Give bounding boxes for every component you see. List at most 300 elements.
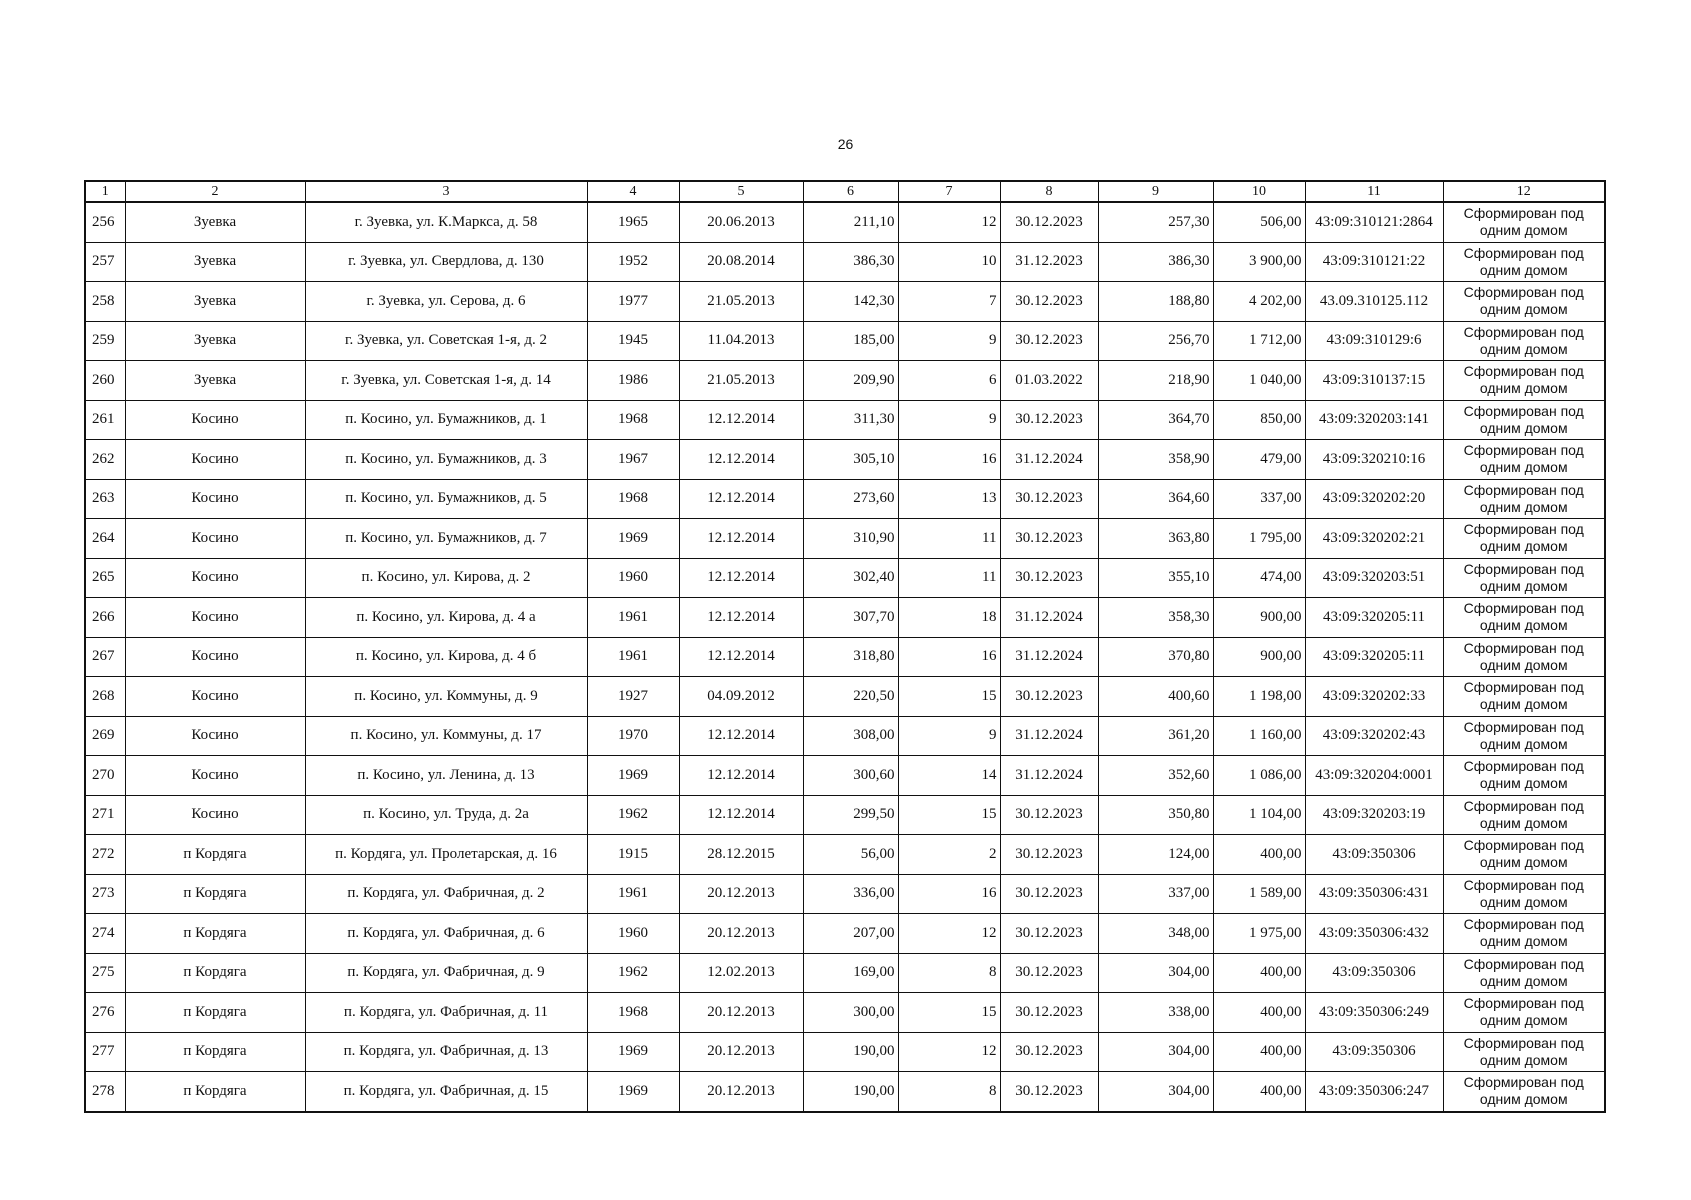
column-header: 11 [1305, 181, 1443, 202]
address-cell: п. Косино, ул. Бумажников, д. 3 [305, 440, 587, 480]
settlement-cell: Зуевка [125, 202, 305, 242]
deadline-date-cell: 01.03.2022 [1000, 361, 1098, 401]
build-year-cell: 1965 [587, 202, 679, 242]
total-area-cell: 348,00 [1098, 914, 1213, 954]
date-cell: 12.12.2014 [679, 519, 803, 559]
cadastral-number-cell: 43:09:310129:6 [1305, 321, 1443, 361]
count-cell: 8 [898, 953, 1000, 993]
build-year-cell: 1927 [587, 677, 679, 717]
table-row [85, 242, 1605, 282]
address-cell: п. Косино, ул. Коммуны, д. 17 [305, 716, 587, 756]
cadastral-number-cell: 43:09:350306 [1305, 953, 1443, 993]
settlement-cell: Косино [125, 400, 305, 440]
date-cell: 20.12.2013 [679, 914, 803, 954]
build-year-cell: 1967 [587, 440, 679, 480]
deadline-date-cell: 31.12.2024 [1000, 756, 1098, 796]
status-cell: Сформирован под одним домом [1443, 558, 1605, 598]
row-number-cell: 276 [85, 993, 125, 1033]
status-cell: Сформирован под одним домом [1443, 400, 1605, 440]
table-row [85, 1032, 1605, 1072]
deadline-date-cell: 30.12.2023 [1000, 282, 1098, 322]
count-cell: 14 [898, 756, 1000, 796]
table-row [85, 677, 1605, 717]
date-cell: 20.12.2013 [679, 993, 803, 1033]
settlement-cell: п Кордяга [125, 914, 305, 954]
total-area-cell: 364,70 [1098, 400, 1213, 440]
total-area-cell: 218,90 [1098, 361, 1213, 401]
count-cell: 6 [898, 361, 1000, 401]
area-cell: 300,60 [803, 756, 898, 796]
settlement-cell: п Кордяга [125, 874, 305, 914]
area-cell: 302,40 [803, 558, 898, 598]
cadastral-number-cell: 43:09:350306:432 [1305, 914, 1443, 954]
land-area-cell: 400,00 [1213, 1072, 1305, 1112]
date-cell: 12.12.2014 [679, 479, 803, 519]
column-header: 2 [125, 181, 305, 202]
deadline-date-cell: 31.12.2023 [1000, 242, 1098, 282]
row-number-cell: 263 [85, 479, 125, 519]
deadline-date-cell: 30.12.2023 [1000, 993, 1098, 1033]
row-number-cell: 266 [85, 598, 125, 638]
deadline-date-cell: 30.12.2023 [1000, 400, 1098, 440]
deadline-date-cell: 30.12.2023 [1000, 914, 1098, 954]
table-row [85, 953, 1605, 993]
area-cell: 209,90 [803, 361, 898, 401]
address-cell: г. Зуевка, ул. К.Маркса, д. 58 [305, 202, 587, 242]
count-cell: 9 [898, 716, 1000, 756]
row-number-cell: 262 [85, 440, 125, 480]
table-row [85, 874, 1605, 914]
status-cell: Сформирован под одним домом [1443, 716, 1605, 756]
cadastral-number-cell: 43:09:310137:15 [1305, 361, 1443, 401]
build-year-cell: 1970 [587, 716, 679, 756]
cadastral-number-cell: 43:09:320210:16 [1305, 440, 1443, 480]
date-cell: 20.06.2013 [679, 202, 803, 242]
status-cell: Сформирован под одним домом [1443, 361, 1605, 401]
address-cell: п. Косино, ул. Бумажников, д. 1 [305, 400, 587, 440]
area-cell: 386,30 [803, 242, 898, 282]
table-row [85, 440, 1605, 480]
status-cell: Сформирован под одним домом [1443, 282, 1605, 322]
area-cell: 190,00 [803, 1072, 898, 1112]
area-cell: 311,30 [803, 400, 898, 440]
date-cell: 12.12.2014 [679, 400, 803, 440]
land-area-cell: 1 160,00 [1213, 716, 1305, 756]
settlement-cell: Косино [125, 440, 305, 480]
count-cell: 9 [898, 400, 1000, 440]
address-cell: п. Кордяга, ул. Фабричная, д. 13 [305, 1032, 587, 1072]
status-cell: Сформирован под одним домом [1443, 440, 1605, 480]
area-cell: 207,00 [803, 914, 898, 954]
column-header: 1 [85, 181, 125, 202]
area-cell: 185,00 [803, 321, 898, 361]
count-cell: 16 [898, 440, 1000, 480]
column-header: 8 [1000, 181, 1098, 202]
status-cell: Сформирован под одним домом [1443, 321, 1605, 361]
total-area-cell: 352,60 [1098, 756, 1213, 796]
column-header: 5 [679, 181, 803, 202]
area-cell: 299,50 [803, 795, 898, 835]
land-area-cell: 400,00 [1213, 1032, 1305, 1072]
land-area-cell: 400,00 [1213, 953, 1305, 993]
address-cell: п. Кордяга, ул. Фабричная, д. 6 [305, 914, 587, 954]
land-area-cell: 337,00 [1213, 479, 1305, 519]
status-cell: Сформирован под одним домом [1443, 1072, 1605, 1112]
deadline-date-cell: 30.12.2023 [1000, 953, 1098, 993]
count-cell: 11 [898, 519, 1000, 559]
cadastral-number-cell: 43:09:350306:249 [1305, 993, 1443, 1033]
address-cell: п. Косино, ул. Кирова, д. 4 б [305, 637, 587, 677]
address-cell: г. Зуевка, ул. Свердлова, д. 130 [305, 242, 587, 282]
date-cell: 12.12.2014 [679, 440, 803, 480]
address-cell: п. Косино, ул. Бумажников, д. 7 [305, 519, 587, 559]
land-area-cell: 1 198,00 [1213, 677, 1305, 717]
build-year-cell: 1961 [587, 598, 679, 638]
cadastral-number-cell: 43:09:350306 [1305, 835, 1443, 875]
row-number-cell: 272 [85, 835, 125, 875]
area-cell: 211,10 [803, 202, 898, 242]
total-area-cell: 361,20 [1098, 716, 1213, 756]
address-cell: п. Кордяга, ул. Пролетарская, д. 16 [305, 835, 587, 875]
status-cell: Сформирован под одним домом [1443, 874, 1605, 914]
total-area-cell: 124,00 [1098, 835, 1213, 875]
area-cell: 307,70 [803, 598, 898, 638]
deadline-date-cell: 31.12.2024 [1000, 440, 1098, 480]
build-year-cell: 1969 [587, 1072, 679, 1112]
land-area-cell: 1 712,00 [1213, 321, 1305, 361]
row-number-cell: 259 [85, 321, 125, 361]
table-row [85, 598, 1605, 638]
settlement-cell: Косино [125, 795, 305, 835]
settlement-cell: п Кордяга [125, 1072, 305, 1112]
row-number-cell: 278 [85, 1072, 125, 1112]
land-area-cell: 1 975,00 [1213, 914, 1305, 954]
land-area-cell: 506,00 [1213, 202, 1305, 242]
total-area-cell: 400,60 [1098, 677, 1213, 717]
total-area-cell: 304,00 [1098, 1072, 1213, 1112]
build-year-cell: 1960 [587, 914, 679, 954]
cadastral-number-cell: 43:09:320202:21 [1305, 519, 1443, 559]
status-cell: Сформирован под одним домом [1443, 993, 1605, 1033]
row-number-cell: 270 [85, 756, 125, 796]
table-row [85, 400, 1605, 440]
count-cell: 13 [898, 479, 1000, 519]
table-row [85, 361, 1605, 401]
row-number-cell: 275 [85, 953, 125, 993]
status-cell: Сформирован под одним домом [1443, 1032, 1605, 1072]
table-row [85, 321, 1605, 361]
date-cell: 12.12.2014 [679, 558, 803, 598]
count-cell: 2 [898, 835, 1000, 875]
table-row [85, 993, 1605, 1033]
row-number-cell: 260 [85, 361, 125, 401]
build-year-cell: 1977 [587, 282, 679, 322]
total-area-cell: 386,30 [1098, 242, 1213, 282]
column-header: 10 [1213, 181, 1305, 202]
address-cell: п. Косино, ул. Кирова, д. 2 [305, 558, 587, 598]
deadline-date-cell: 30.12.2023 [1000, 795, 1098, 835]
total-area-cell: 257,30 [1098, 202, 1213, 242]
row-number-cell: 265 [85, 558, 125, 598]
status-cell: Сформирован под одним домом [1443, 637, 1605, 677]
deadline-date-cell: 30.12.2023 [1000, 519, 1098, 559]
area-cell: 56,00 [803, 835, 898, 875]
address-cell: п. Кордяга, ул. Фабричная, д. 9 [305, 953, 587, 993]
area-cell: 308,00 [803, 716, 898, 756]
land-area-cell: 400,00 [1213, 835, 1305, 875]
row-number-cell: 267 [85, 637, 125, 677]
column-header: 6 [803, 181, 898, 202]
area-cell: 142,30 [803, 282, 898, 322]
date-cell: 12.12.2014 [679, 598, 803, 638]
deadline-date-cell: 30.12.2023 [1000, 1032, 1098, 1072]
settlement-cell: Косино [125, 519, 305, 559]
count-cell: 18 [898, 598, 1000, 638]
count-cell: 10 [898, 242, 1000, 282]
table-row [85, 716, 1605, 756]
row-number-cell: 273 [85, 874, 125, 914]
land-area-cell: 1 040,00 [1213, 361, 1305, 401]
table-row [85, 756, 1605, 796]
table-row [85, 558, 1605, 598]
status-cell: Сформирован под одним домом [1443, 202, 1605, 242]
page-number: 26 [837, 136, 854, 152]
settlement-cell: Зуевка [125, 282, 305, 322]
table-body [85, 202, 1605, 1112]
address-cell: г. Зуевка, ул. Серова, д. 6 [305, 282, 587, 322]
status-cell: Сформирован под одним домом [1443, 519, 1605, 559]
date-cell: 12.12.2014 [679, 795, 803, 835]
settlement-cell: п Кордяга [125, 993, 305, 1033]
total-area-cell: 370,80 [1098, 637, 1213, 677]
build-year-cell: 1969 [587, 1032, 679, 1072]
deadline-date-cell: 30.12.2023 [1000, 677, 1098, 717]
status-cell: Сформирован под одним домом [1443, 756, 1605, 796]
deadline-date-cell: 31.12.2024 [1000, 598, 1098, 638]
count-cell: 11 [898, 558, 1000, 598]
cadastral-number-cell: 43:09:310121:2864 [1305, 202, 1443, 242]
cadastral-number-cell: 43.09.310125.112 [1305, 282, 1443, 322]
column-header: 3 [305, 181, 587, 202]
column-header: 9 [1098, 181, 1213, 202]
date-cell: 28.12.2015 [679, 835, 803, 875]
row-number-cell: 268 [85, 677, 125, 717]
deadline-date-cell: 30.12.2023 [1000, 479, 1098, 519]
address-cell: п. Кордяга, ул. Фабричная, д. 2 [305, 874, 587, 914]
cadastral-number-cell: 43:09:320203:19 [1305, 795, 1443, 835]
address-cell: п. Кордяга, ул. Фабричная, д. 15 [305, 1072, 587, 1112]
settlement-cell: п Кордяга [125, 1032, 305, 1072]
area-cell: 220,50 [803, 677, 898, 717]
build-year-cell: 1968 [587, 993, 679, 1033]
date-cell: 11.04.2013 [679, 321, 803, 361]
area-cell: 305,10 [803, 440, 898, 480]
count-cell: 8 [898, 1072, 1000, 1112]
count-cell: 7 [898, 282, 1000, 322]
housing-register-table [84, 180, 1606, 1113]
total-area-cell: 304,00 [1098, 953, 1213, 993]
cadastral-number-cell: 43:09:320202:20 [1305, 479, 1443, 519]
row-number-cell: 258 [85, 282, 125, 322]
build-year-cell: 1915 [587, 835, 679, 875]
land-area-cell: 1 795,00 [1213, 519, 1305, 559]
deadline-date-cell: 30.12.2023 [1000, 874, 1098, 914]
build-year-cell: 1969 [587, 519, 679, 559]
count-cell: 9 [898, 321, 1000, 361]
total-area-cell: 304,00 [1098, 1032, 1213, 1072]
total-area-cell: 355,10 [1098, 558, 1213, 598]
address-cell: п. Косино, ул. Труда, д. 2а [305, 795, 587, 835]
table-row [85, 835, 1605, 875]
land-area-cell: 400,00 [1213, 993, 1305, 1033]
settlement-cell: Косино [125, 558, 305, 598]
build-year-cell: 1960 [587, 558, 679, 598]
status-cell: Сформирован под одним домом [1443, 795, 1605, 835]
address-cell: п. Косино, ул. Кирова, д. 4 а [305, 598, 587, 638]
cadastral-number-cell: 43:09:320205:11 [1305, 598, 1443, 638]
address-cell: п. Кордяга, ул. Фабричная, д. 11 [305, 993, 587, 1033]
date-cell: 12.12.2014 [679, 756, 803, 796]
build-year-cell: 1962 [587, 953, 679, 993]
address-cell: г. Зуевка, ул. Советская 1-я, д. 2 [305, 321, 587, 361]
row-number-cell: 261 [85, 400, 125, 440]
land-area-cell: 4 202,00 [1213, 282, 1305, 322]
column-header: 4 [587, 181, 679, 202]
total-area-cell: 188,80 [1098, 282, 1213, 322]
total-area-cell: 358,90 [1098, 440, 1213, 480]
date-cell: 20.12.2013 [679, 1032, 803, 1072]
deadline-date-cell: 30.12.2023 [1000, 1072, 1098, 1112]
total-area-cell: 364,60 [1098, 479, 1213, 519]
table-row [85, 202, 1605, 242]
address-cell: п. Косино, ул. Коммуны, д. 9 [305, 677, 587, 717]
address-cell: п. Косино, ул. Бумажников, д. 5 [305, 479, 587, 519]
build-year-cell: 1945 [587, 321, 679, 361]
cadastral-number-cell: 43:09:320205:11 [1305, 637, 1443, 677]
table-row [85, 637, 1605, 677]
area-cell: 336,00 [803, 874, 898, 914]
address-cell: г. Зуевка, ул. Советская 1-я, д. 14 [305, 361, 587, 401]
cadastral-number-cell: 43:09:350306:431 [1305, 874, 1443, 914]
count-cell: 12 [898, 1032, 1000, 1072]
date-cell: 12.12.2014 [679, 637, 803, 677]
area-cell: 190,00 [803, 1032, 898, 1072]
status-cell: Сформирован под одним домом [1443, 677, 1605, 717]
land-area-cell: 1 086,00 [1213, 756, 1305, 796]
table-row [85, 1072, 1605, 1112]
status-cell: Сформирован под одним домом [1443, 914, 1605, 954]
total-area-cell: 350,80 [1098, 795, 1213, 835]
build-year-cell: 1952 [587, 242, 679, 282]
land-area-cell: 900,00 [1213, 637, 1305, 677]
row-number-cell: 269 [85, 716, 125, 756]
cadastral-number-cell: 43:09:320202:33 [1305, 677, 1443, 717]
date-cell: 04.09.2012 [679, 677, 803, 717]
build-year-cell: 1961 [587, 874, 679, 914]
cadastral-number-cell: 43:09:320202:43 [1305, 716, 1443, 756]
date-cell: 21.05.2013 [679, 282, 803, 322]
area-cell: 318,80 [803, 637, 898, 677]
land-area-cell: 479,00 [1213, 440, 1305, 480]
area-cell: 169,00 [803, 953, 898, 993]
table-row [85, 282, 1605, 322]
settlement-cell: Косино [125, 716, 305, 756]
build-year-cell: 1968 [587, 479, 679, 519]
deadline-date-cell: 30.12.2023 [1000, 321, 1098, 361]
total-area-cell: 363,80 [1098, 519, 1213, 559]
table-row [85, 479, 1605, 519]
settlement-cell: Косино [125, 637, 305, 677]
column-header: 7 [898, 181, 1000, 202]
total-area-cell: 256,70 [1098, 321, 1213, 361]
land-area-cell: 3 900,00 [1213, 242, 1305, 282]
cadastral-number-cell: 43:09:350306:247 [1305, 1072, 1443, 1112]
count-cell: 12 [898, 914, 1000, 954]
count-cell: 16 [898, 637, 1000, 677]
total-area-cell: 358,30 [1098, 598, 1213, 638]
land-area-cell: 1 589,00 [1213, 874, 1305, 914]
settlement-cell: Зуевка [125, 321, 305, 361]
row-number-cell: 277 [85, 1032, 125, 1072]
date-cell: 20.08.2014 [679, 242, 803, 282]
settlement-cell: п Кордяга [125, 953, 305, 993]
status-cell: Сформирован под одним домом [1443, 598, 1605, 638]
build-year-cell: 1969 [587, 756, 679, 796]
cadastral-number-cell: 43:09:320203:51 [1305, 558, 1443, 598]
settlement-cell: Косино [125, 479, 305, 519]
settlement-cell: Косино [125, 677, 305, 717]
total-area-cell: 338,00 [1098, 993, 1213, 1033]
status-cell: Сформирован под одним домом [1443, 479, 1605, 519]
row-number-cell: 271 [85, 795, 125, 835]
date-cell: 21.05.2013 [679, 361, 803, 401]
row-number-cell: 264 [85, 519, 125, 559]
settlement-cell: Зуевка [125, 361, 305, 401]
date-cell: 20.12.2013 [679, 1072, 803, 1112]
date-cell: 12.02.2013 [679, 953, 803, 993]
date-cell: 12.12.2014 [679, 716, 803, 756]
settlement-cell: Косино [125, 598, 305, 638]
table-row [85, 795, 1605, 835]
count-cell: 15 [898, 677, 1000, 717]
settlement-cell: Косино [125, 756, 305, 796]
column-number-header-row [85, 181, 1605, 202]
deadline-date-cell: 30.12.2023 [1000, 558, 1098, 598]
address-cell: п. Косино, ул. Ленина, д. 13 [305, 756, 587, 796]
status-cell: Сформирован под одним домом [1443, 953, 1605, 993]
land-area-cell: 474,00 [1213, 558, 1305, 598]
deadline-date-cell: 31.12.2024 [1000, 716, 1098, 756]
count-cell: 15 [898, 795, 1000, 835]
row-number-cell: 274 [85, 914, 125, 954]
date-cell: 20.12.2013 [679, 874, 803, 914]
build-year-cell: 1968 [587, 400, 679, 440]
settlement-cell: п Кордяга [125, 835, 305, 875]
count-cell: 16 [898, 874, 1000, 914]
area-cell: 273,60 [803, 479, 898, 519]
build-year-cell: 1961 [587, 637, 679, 677]
deadline-date-cell: 31.12.2024 [1000, 637, 1098, 677]
area-cell: 300,00 [803, 993, 898, 1033]
row-number-cell: 256 [85, 202, 125, 242]
count-cell: 12 [898, 202, 1000, 242]
deadline-date-cell: 30.12.2023 [1000, 202, 1098, 242]
cadastral-number-cell: 43:09:310121:22 [1305, 242, 1443, 282]
land-area-cell: 900,00 [1213, 598, 1305, 638]
cadastral-number-cell: 43:09:320204:0001 [1305, 756, 1443, 796]
count-cell: 15 [898, 993, 1000, 1033]
column-header: 12 [1443, 181, 1605, 202]
